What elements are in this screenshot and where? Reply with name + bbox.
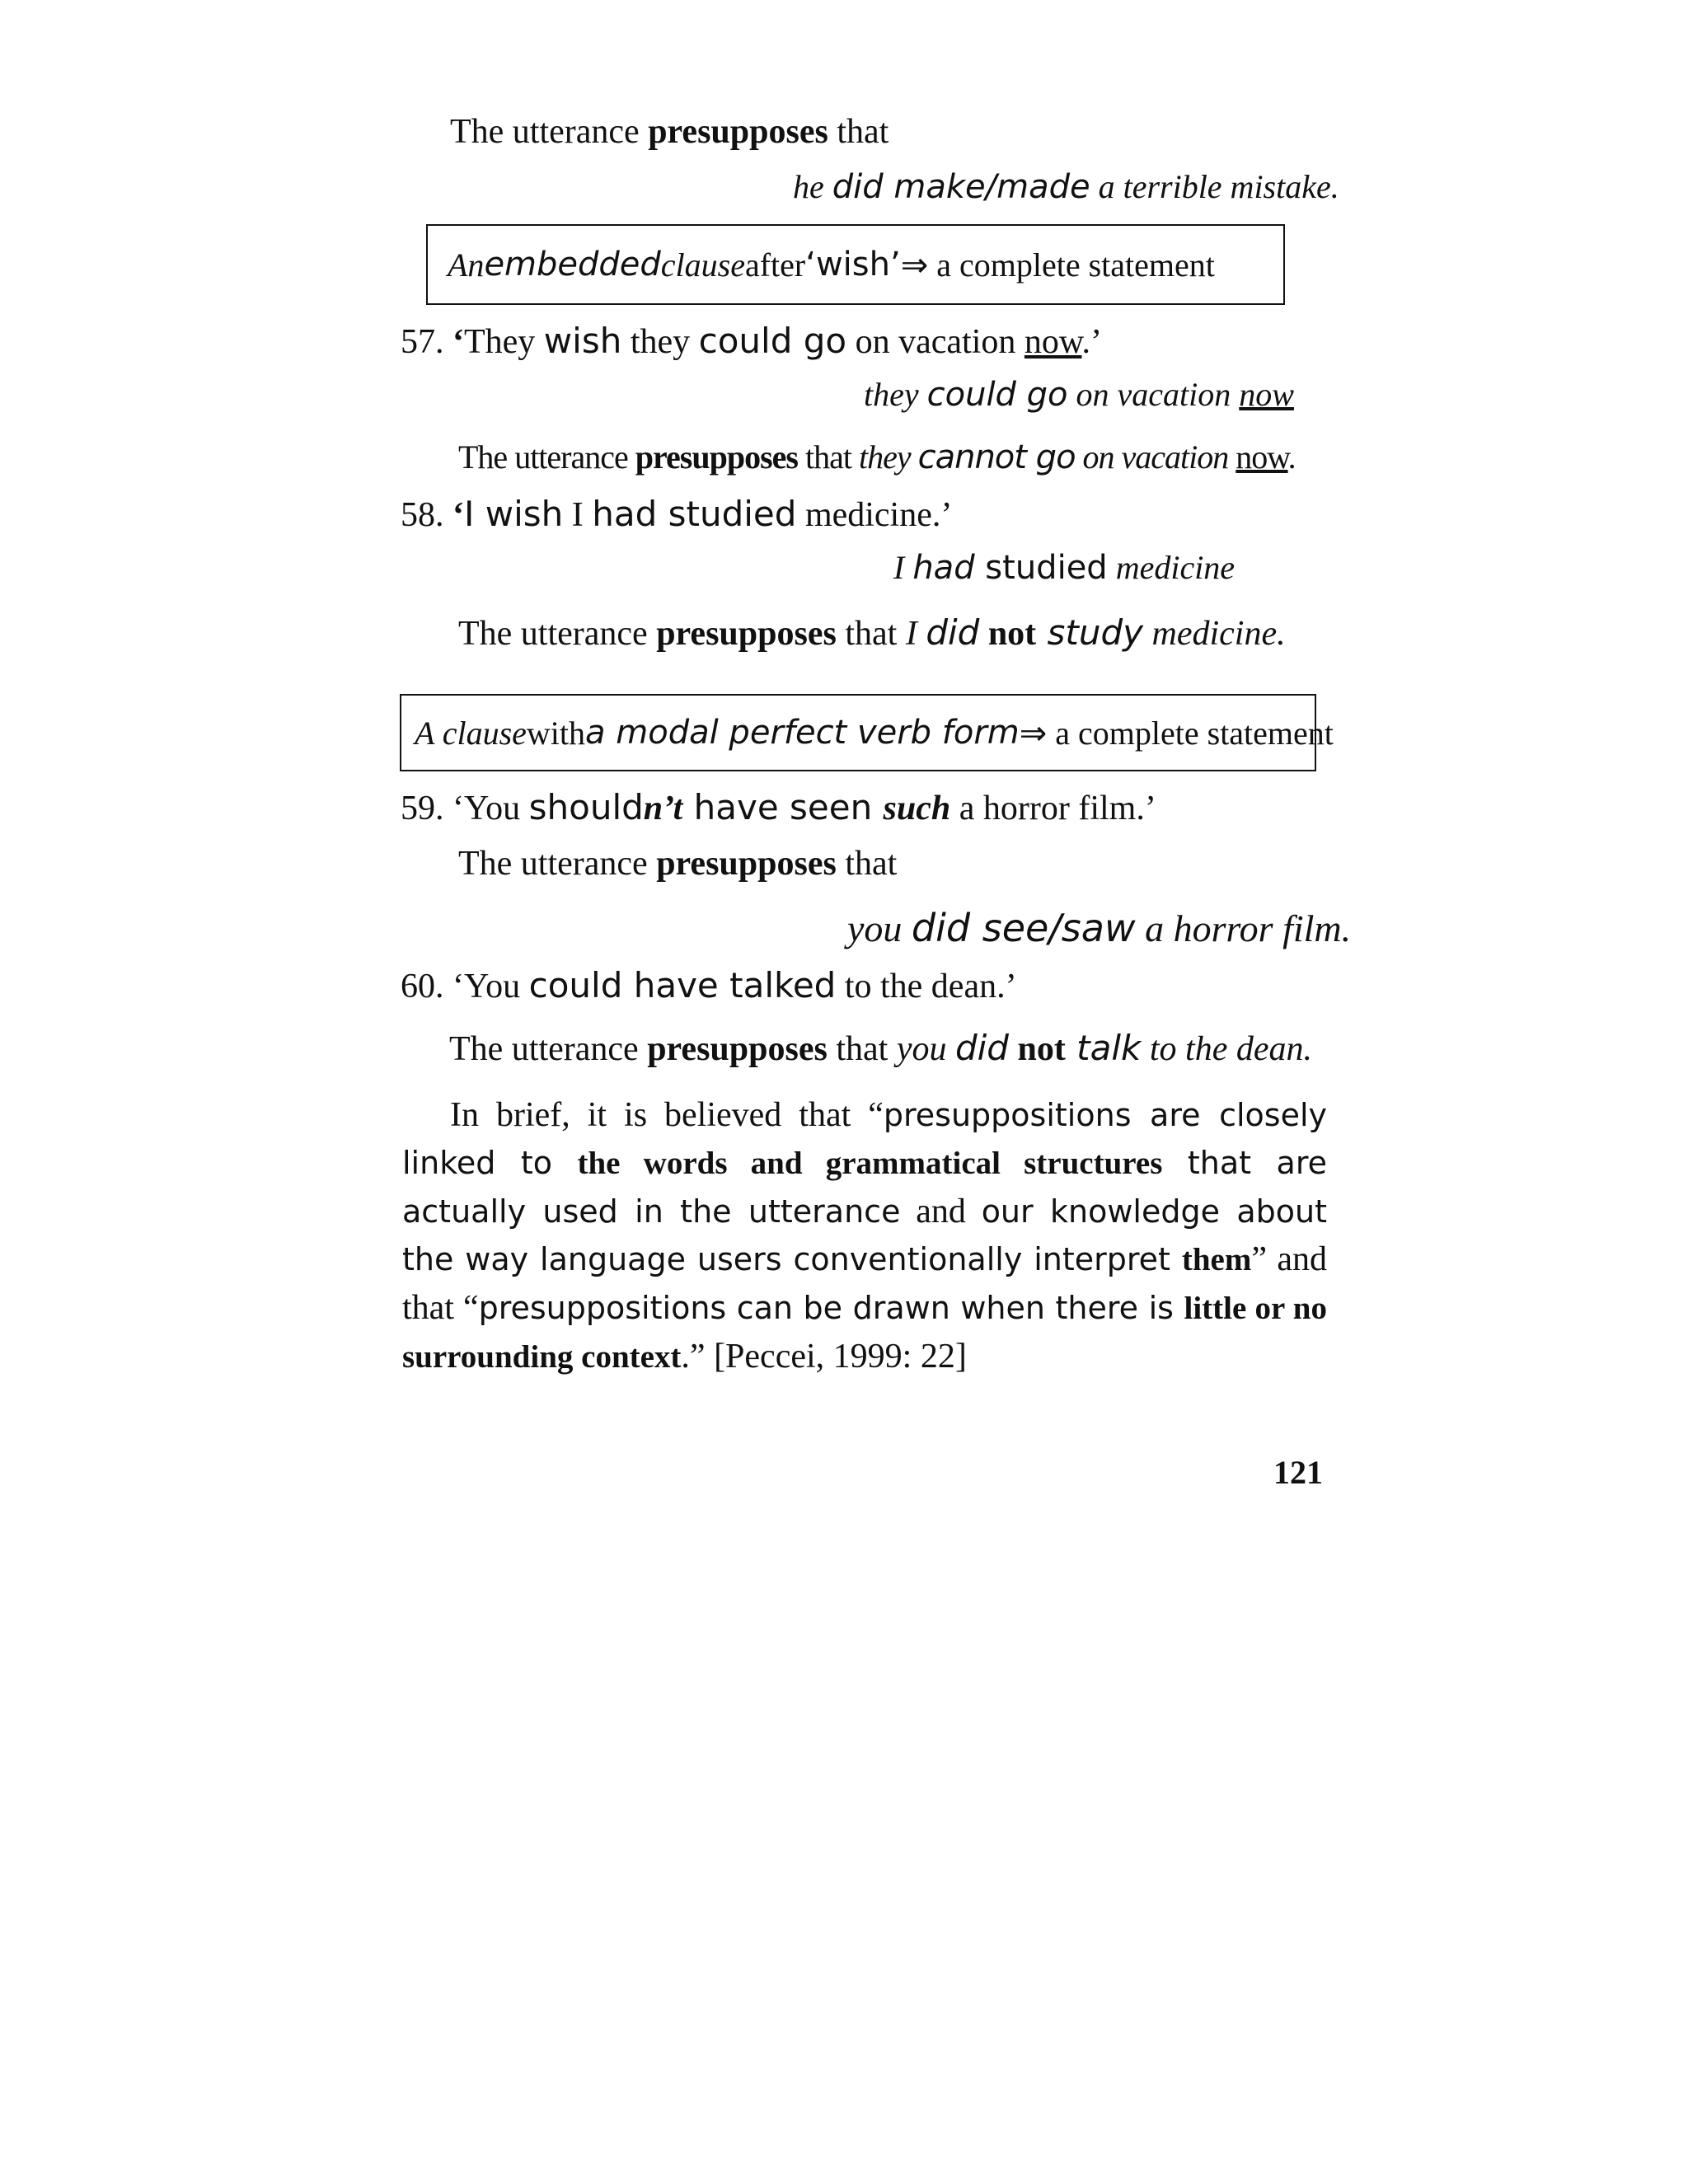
- example-59: 59. ‘You shouldn’t have seen such a horror film.’: [401, 787, 1156, 827]
- text-line: I had studied medicine: [893, 549, 1236, 587]
- text-line: he did make/made a terrible mistake.: [793, 168, 1339, 206]
- rule-box: An embedded clause after ‘wish’ ⇒ a complete statement: [426, 224, 1285, 305]
- summary-paragraph: In brief, it is believed that “presuppositions are closely linked to the words and grammatical structures that are actually used in the utterance and our knowledge about the way language users conventionally interpret them” and that “presuppositions can be drawn when there is little or no surrounding context.” [Peccei, 1999: 22]: [402, 1096, 1328, 1376]
- page-number: 121: [1273, 1454, 1323, 1491]
- text-line: they could go on vacation now: [864, 376, 1294, 414]
- text-line: The utterance presupposes that they cannot go on vacation now.: [458, 438, 1296, 476]
- text-line: The utterance presupposes that I did not study medicine.: [458, 612, 1286, 653]
- text-line: you did see/saw a horror film.: [847, 906, 1352, 950]
- text-line: The utterance presupposes that: [450, 113, 889, 151]
- example-60: 60. ‘You could have talked to the dean.’: [401, 965, 1017, 1005]
- example-58: 58. ‘I wish I had studied medicine.’: [401, 494, 953, 534]
- text-line: The utterance presupposes that you did not talk to the dean.: [449, 1028, 1312, 1068]
- text-line: The utterance presupposes that: [458, 845, 898, 883]
- rule-box: A clause with a modal perfect verb form ⇒ a complete statement: [400, 694, 1316, 771]
- example-57: 57. ‘They wish they could go on vacation now.’: [401, 321, 1102, 361]
